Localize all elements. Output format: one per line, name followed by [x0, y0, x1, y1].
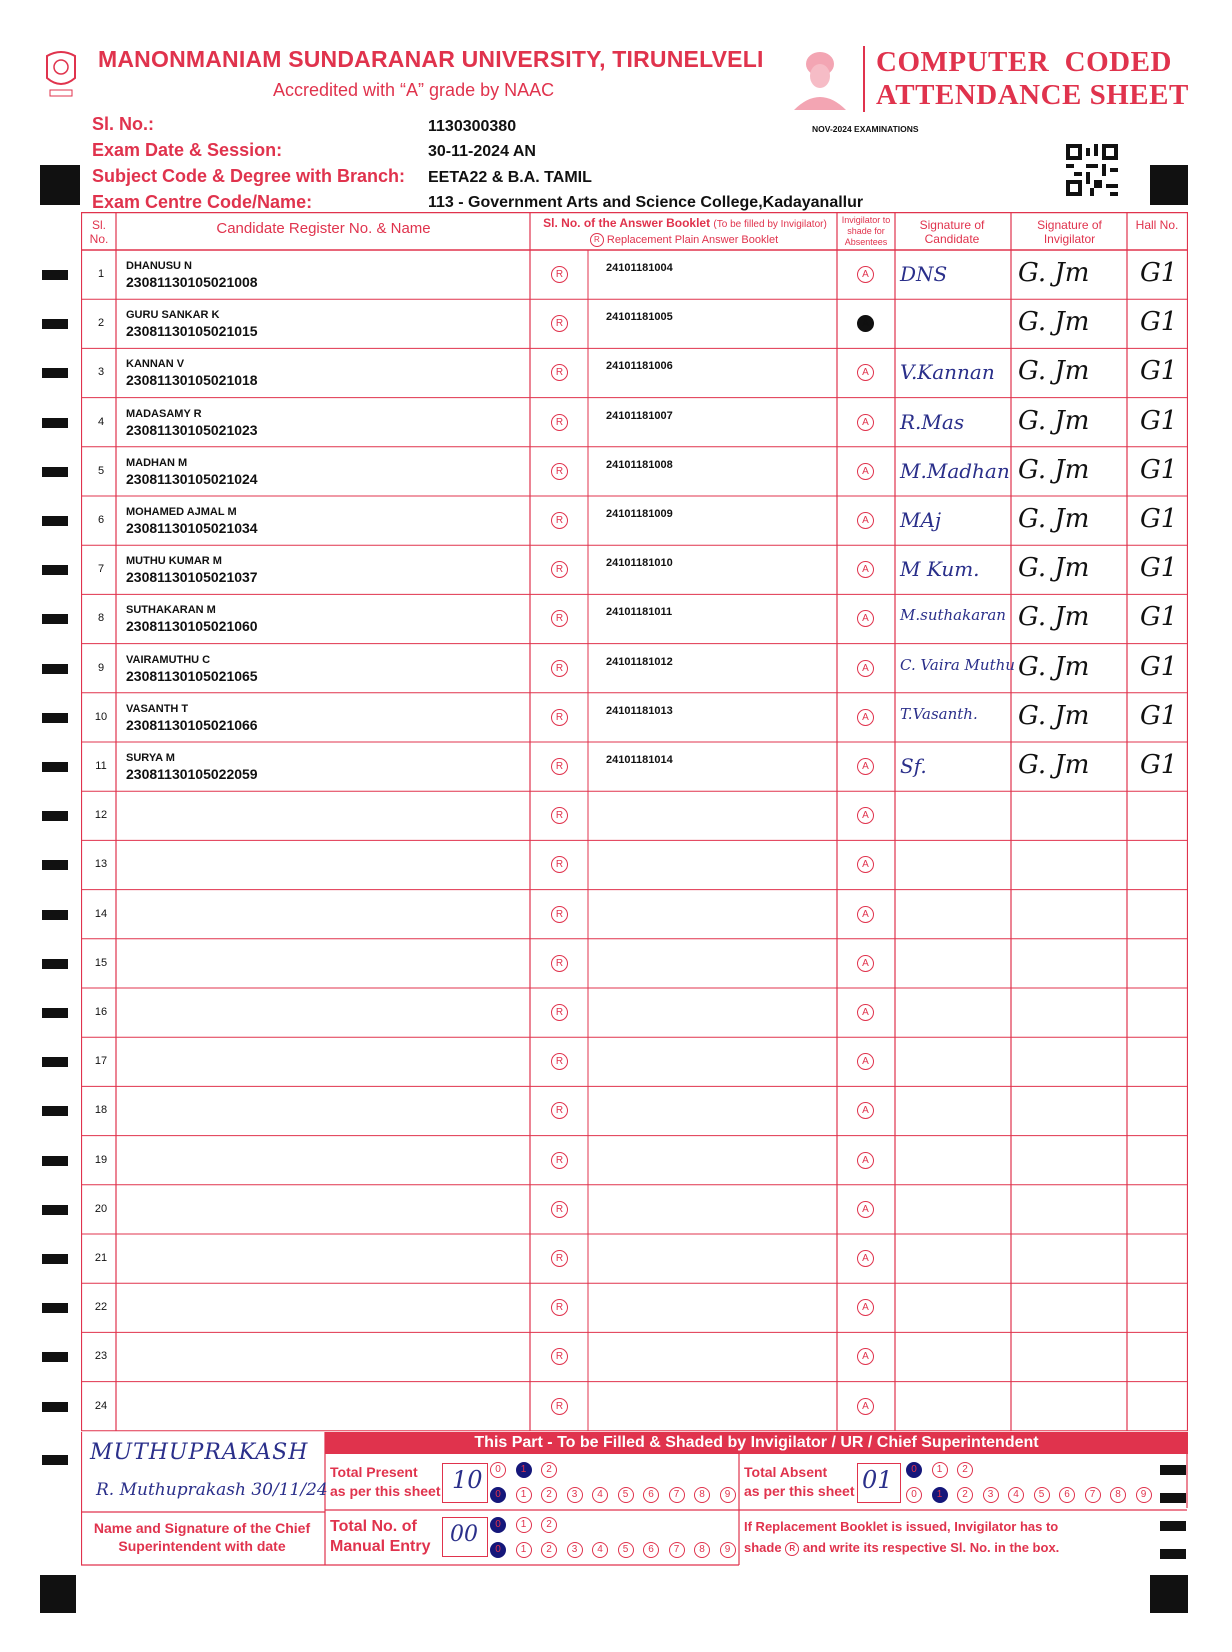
invigilator-signature: G. Jm: [1018, 258, 1090, 288]
answer-booklet-no: 24101181008: [606, 458, 673, 471]
replacement-bubble[interactable]: R: [551, 807, 568, 824]
candidate-register-no: 23081130105021060: [126, 618, 258, 635]
candidate-register-no: 23081130105021023: [126, 421, 258, 438]
candidate-signature: M Kum.: [900, 557, 980, 582]
hall-no: G1: [1140, 750, 1178, 780]
present-ones-bubble[interactable]: 4: [592, 1487, 608, 1503]
invigilator-signature: G. Jm: [1018, 700, 1090, 731]
manual-ones-bubble[interactable]: 5: [618, 1542, 634, 1558]
row-sl-no: 19: [94, 1153, 108, 1166]
timing-mark: [42, 762, 68, 772]
timing-mark: [42, 368, 68, 378]
replacement-bubble[interactable]: R: [551, 1053, 568, 1070]
sl-no-label: Sl. No.:: [92, 114, 154, 134]
hall-no: G1: [1140, 651, 1178, 682]
exam-date-value: 30-11-2024 AN: [428, 143, 536, 160]
total-absent-label1: Total Absent: [744, 1464, 828, 1480]
replacement-note-line2: [744, 1539, 1059, 1556]
replacement-note-line1: If Replacement Booklet is issued, Invigilator has to: [744, 1519, 1059, 1534]
replacement-bubble[interactable]: R: [551, 906, 568, 923]
absent-bubble[interactable]: A: [857, 512, 874, 529]
present-ones-bubble[interactable]: 6: [643, 1487, 659, 1503]
manual-ones-bubble[interactable]: 7: [669, 1542, 685, 1558]
subject-label: Subject Code & Degree with Branch:: [92, 166, 406, 186]
replacement-bubble[interactable]: R: [551, 1398, 568, 1415]
subject-value: EETA22 & B.A. TAMIL: [428, 169, 592, 186]
row-sl-no: 16: [94, 1006, 108, 1018]
row-sl-no: 10: [94, 710, 108, 723]
header-absent: Invigilator to shade for Absentees: [841, 215, 891, 247]
row-sl-no: 24: [94, 1399, 108, 1412]
candidate-name: MADASAMY R: [126, 407, 202, 420]
present-ones-bubble[interactable]: 3: [567, 1487, 583, 1503]
row-sl-no: 11: [95, 760, 107, 772]
chief-signature: R. Muthuprakash 30/11/24: [96, 1480, 328, 1500]
registration-mark: [1150, 1575, 1188, 1613]
total-present-label1: Total Present: [330, 1464, 418, 1480]
absent-bubble[interactable]: A: [857, 1348, 874, 1365]
candidate-register-no: 23081130105021065: [126, 667, 258, 684]
manual-ones-bubble[interactable]: 6: [643, 1542, 659, 1558]
header-sig-invigilator: Signature of Invigilator: [1037, 218, 1102, 246]
candidate-signature: DNS: [900, 262, 948, 286]
replacement-bubble[interactable]: R: [551, 758, 568, 775]
accreditation: Accredited with “A” grade by NAAC: [273, 80, 555, 100]
hall-no: G1: [1140, 504, 1178, 534]
answer-booklet-no: 24101181004: [606, 262, 673, 274]
invigilator-signature: G. Jm: [1018, 602, 1090, 633]
row-sl-no: 4: [97, 415, 105, 428]
absent-tens-bubble[interactable]: 2: [957, 1462, 973, 1478]
answer-booklet-no: 24101181014: [606, 754, 673, 766]
candidate-register-no: 23081130105021034: [126, 520, 258, 536]
answer-booklet-no: 24101181005: [606, 311, 673, 324]
absent-bubble[interactable]: A: [857, 1250, 874, 1267]
candidate-register-no: 23081130105021018: [126, 372, 258, 389]
hall-no: G1: [1140, 602, 1178, 633]
total-present-label2: as per this sheet: [330, 1483, 441, 1499]
manual-ones-bubble[interactable]: 2: [541, 1542, 557, 1558]
invigilator-signature: G. Jm: [1018, 307, 1090, 338]
hall-no: G1: [1140, 405, 1178, 436]
invigilator-signature: G. Jm: [1018, 553, 1090, 584]
row-sl-no: 23: [94, 1350, 108, 1363]
chief-name-handwritten: MUTHUPRAKASH: [90, 1440, 309, 1465]
sl-no-value: 1130300380: [428, 118, 517, 135]
absent-bubble[interactable]: A: [857, 463, 874, 480]
absent-ones-bubble[interactable]: 4: [1008, 1487, 1024, 1503]
absent-bubble[interactable]: A: [857, 364, 874, 381]
absent-bubble[interactable]: A: [857, 807, 874, 824]
absent-bubble[interactable]: A: [857, 561, 874, 578]
candidate-signature: V.Kannan: [900, 360, 995, 385]
candidate-name: GURU SANKAR K: [126, 309, 220, 322]
timing-mark: [1160, 1465, 1186, 1475]
candidate-name: MUTHU KUMAR M: [126, 555, 222, 568]
candidate-register-no: 23081130105021024: [126, 470, 258, 487]
candidate-signature: Sf.: [900, 754, 927, 778]
absent-ones-bubble[interactable]: 0: [906, 1487, 922, 1503]
absent-bubble[interactable]: A: [857, 610, 874, 627]
absent-tens-bubble[interactable]: 1: [932, 1462, 948, 1478]
footer-band-title: This Part - To be Filled & Shaded by Invigilator / UR / Chief Superintendent: [325, 1432, 1188, 1454]
timing-mark: [1160, 1549, 1186, 1559]
header-sig-candidate: Signature of Candidate: [919, 218, 985, 246]
qr-code: [1066, 144, 1118, 196]
hall-no: G1: [1140, 307, 1178, 338]
timing-mark: [42, 1008, 68, 1018]
registration-mark: [40, 1575, 76, 1613]
candidate-name: VAIRAMUTHU C: [126, 653, 211, 666]
timing-mark: [42, 664, 68, 674]
exam-tag: NOV-2024 EXAMINATIONS: [812, 124, 919, 134]
absent-bubble[interactable]: A: [857, 414, 874, 431]
absent-ones-bubble[interactable]: 1: [932, 1487, 948, 1503]
absent-bubble[interactable]: A: [857, 955, 874, 972]
invigilator-signature: G. Jm: [1018, 405, 1090, 436]
chief-label: Name and Signature of the Chief Superintendent with date: [93, 1520, 311, 1554]
replacement-bubble[interactable]: R: [551, 610, 568, 627]
manual-tens-bubble[interactable]: 2: [541, 1517, 557, 1533]
header-hall: Hall No.: [1135, 218, 1179, 232]
candidate-signature: M.suthakaran: [900, 606, 1006, 625]
header-booklet-title: Sl. No. of the Answer Booklet: [543, 216, 711, 230]
present-ones-bubble[interactable]: 2: [541, 1487, 557, 1503]
timing-mark: [42, 1156, 68, 1166]
centre-label: Exam Centre Code/Name:: [92, 192, 313, 212]
manual-tens-bubble[interactable]: 1: [516, 1517, 532, 1533]
candidate-register-no: 23081130105021008: [126, 274, 258, 290]
absent-bubble[interactable]: A: [857, 758, 874, 775]
manual-tens-bubble[interactable]: 0: [490, 1517, 506, 1533]
manual-entry-label1: Total No. of: [330, 1518, 417, 1535]
row-sl-no: 9: [97, 661, 105, 674]
header-replacement-label: Replacement Plain Answer Booklet: [606, 234, 779, 246]
absent-ones-bubble[interactable]: 8: [1110, 1487, 1126, 1503]
candidate-register-no: 23081130105022059: [126, 766, 258, 782]
sheet-title: [876, 46, 1189, 112]
row-sl-no: 1: [97, 268, 105, 280]
university-name: MANONMANIAM SUNDARANAR UNIVERSITY, TIRUNELVELI: [98, 46, 764, 72]
row-sl-no: 21: [94, 1252, 108, 1264]
hall-no: G1: [1140, 700, 1178, 731]
absent-ones-bubble[interactable]: 6: [1059, 1487, 1075, 1503]
manual-entry-label2: Manual Entry: [330, 1538, 431, 1555]
row-sl-no: 20: [94, 1202, 108, 1215]
timing-mark: [42, 959, 68, 969]
timing-mark: [42, 1205, 68, 1215]
replacement-bubble[interactable]: R: [551, 561, 568, 578]
replacement-note-shade: shade: [744, 1540, 782, 1555]
replacement-bubble[interactable]: R: [551, 856, 568, 873]
sheet-title-line2: ATTENDANCE SHEET: [876, 79, 1189, 111]
answer-booklet-no: 24101181011: [606, 606, 673, 619]
candidate-name: VASANTH T: [126, 702, 189, 715]
founder-portrait: [790, 44, 850, 110]
answer-booklet-no: 24101181013: [606, 704, 673, 717]
row-sl-no: 17: [94, 1055, 108, 1068]
timing-mark: [42, 1402, 68, 1412]
replacement-bubble[interactable]: R: [551, 1201, 568, 1218]
absent-bubble[interactable]: A: [857, 856, 874, 873]
replacement-bubble[interactable]: R: [551, 660, 568, 677]
candidate-register-no: 23081130105021015: [126, 323, 258, 340]
replacement-r-icon: R: [590, 233, 604, 247]
candidate-signature: M.Madhan: [900, 458, 1010, 483]
absent-bubble[interactable]: A: [857, 315, 874, 332]
absent-bubble[interactable]: A: [857, 1102, 874, 1119]
header-sl-no: Sl. No.: [89, 218, 109, 246]
timing-mark: [42, 1303, 68, 1313]
header-replacement: [534, 233, 834, 247]
university-logo: [44, 48, 78, 98]
candidate-name: SURYA M: [126, 752, 175, 764]
registration-mark: [40, 165, 80, 205]
centre-value: 113 - Government Arts and Science College,Kadayanallur: [428, 194, 864, 211]
timing-mark: [42, 910, 68, 920]
candidate-name: MOHAMED AJMAL M: [126, 506, 237, 518]
sheet-title-line1: COMPUTER CODED: [876, 46, 1172, 78]
answer-booklet-no: 24101181006: [606, 360, 673, 373]
attendance-table-grid: [81, 212, 1188, 1432]
present-ones-bubble[interactable]: 5: [618, 1487, 634, 1503]
row-sl-no: 3: [97, 366, 105, 379]
absent-bubble[interactable]: A: [857, 1152, 874, 1169]
replacement-bubble[interactable]: R: [551, 1250, 568, 1267]
absent-ones-bubble[interactable]: 2: [957, 1487, 973, 1503]
replacement-bubble[interactable]: R: [551, 266, 568, 283]
row-sl-no: 12: [94, 809, 108, 822]
row-sl-no: 22: [94, 1301, 108, 1314]
hall-no: G1: [1140, 258, 1178, 288]
replacement-bubble[interactable]: R: [551, 315, 568, 332]
absent-bubble[interactable]: A: [857, 1201, 874, 1218]
hall-no: G1: [1140, 356, 1178, 387]
timing-mark: [1160, 1493, 1186, 1503]
answer-booklet-no: 24101181009: [606, 508, 673, 520]
invigilator-signature: G. Jm: [1018, 504, 1090, 534]
total-present-value: 10: [452, 1466, 483, 1494]
invigilator-signature: G. Jm: [1018, 750, 1090, 780]
replacement-bubble[interactable]: R: [551, 1152, 568, 1169]
absent-bubble[interactable]: A: [857, 709, 874, 726]
present-tens-bubble[interactable]: 1: [516, 1462, 532, 1478]
absent-ones-bubble[interactable]: 5: [1034, 1487, 1050, 1503]
replacement-bubble[interactable]: R: [551, 1348, 568, 1365]
row-sl-no: 6: [97, 514, 105, 526]
replacement-bubble[interactable]: R: [551, 955, 568, 972]
absent-bubble[interactable]: A: [857, 1398, 874, 1415]
present-ones-bubble[interactable]: 0: [490, 1487, 506, 1503]
replacement-bubble[interactable]: R: [551, 1102, 568, 1119]
manual-ones-bubble[interactable]: 3: [567, 1542, 583, 1558]
manual-ones-bubble[interactable]: 0: [490, 1542, 506, 1558]
row-sl-no: 13: [94, 858, 108, 871]
present-ones-bubble[interactable]: 8: [694, 1487, 710, 1503]
candidate-name: SUTHAKARAN M: [126, 604, 216, 617]
timing-mark: [1160, 1521, 1186, 1531]
invigilator-signature: G. Jm: [1018, 454, 1090, 485]
timing-mark: [42, 319, 68, 329]
manual-entry-value: 00: [450, 1522, 478, 1547]
absent-bubble[interactable]: A: [857, 266, 874, 283]
absent-ones-bubble[interactable]: 9: [1136, 1487, 1152, 1503]
manual-ones-bubble[interactable]: 9: [720, 1542, 736, 1558]
replacement-bubble[interactable]: R: [551, 364, 568, 381]
exam-date-label: Exam Date & Session:: [92, 140, 283, 160]
invigilator-signature: G. Jm: [1018, 356, 1090, 387]
replacement-bubble[interactable]: R: [551, 1004, 568, 1021]
row-sl-no: 2: [97, 317, 105, 330]
replacement-bubble[interactable]: R: [551, 414, 568, 431]
timing-mark: [42, 1106, 68, 1116]
replacement-bubble[interactable]: R: [551, 512, 568, 529]
timing-mark: [42, 270, 68, 280]
row-sl-no: 5: [97, 464, 105, 477]
present-ones-bubble[interactable]: 1: [516, 1487, 532, 1503]
answer-booklet-no: 24101181012: [606, 655, 673, 668]
absent-ones-bubble[interactable]: 3: [983, 1487, 999, 1503]
absent-bubble[interactable]: A: [857, 1004, 874, 1021]
title-divider: [863, 46, 865, 112]
absent-bubble[interactable]: A: [857, 660, 874, 677]
candidate-name: MADHAN M: [126, 456, 188, 469]
row-sl-no: 15: [94, 956, 108, 969]
timing-mark: [42, 811, 68, 821]
timing-mark: [42, 614, 68, 624]
candidate-name: KANNAN V: [126, 358, 185, 371]
absent-bubble[interactable]: A: [857, 906, 874, 923]
row-sl-no: 8: [97, 612, 105, 625]
candidate-signature: MAj: [900, 508, 942, 532]
timing-mark: [42, 1254, 68, 1264]
candidate-register-no: 23081130105021037: [126, 569, 258, 586]
header-candidate: Candidate Register No. & Name: [216, 220, 431, 237]
absent-bubble[interactable]: A: [857, 1053, 874, 1070]
row-sl-no: 7: [97, 563, 105, 576]
timing-mark: [42, 1352, 68, 1362]
candidate-name: DHANUSU N: [126, 260, 192, 272]
total-absent-value: 01: [862, 1466, 893, 1494]
present-tens-bubble[interactable]: 0: [490, 1462, 506, 1478]
absent-bubble[interactable]: A: [857, 1299, 874, 1316]
present-ones-bubble[interactable]: 9: [720, 1487, 736, 1503]
candidate-signature: C. Vaira Muthu: [900, 655, 1015, 674]
candidate-register-no: 23081130105021066: [126, 716, 258, 733]
registration-mark: [1150, 165, 1188, 205]
replacement-bubble[interactable]: R: [551, 463, 568, 480]
replacement-bubble[interactable]: R: [551, 709, 568, 726]
replacement-bubble[interactable]: R: [551, 1299, 568, 1316]
absent-tens-bubble[interactable]: 0: [906, 1462, 922, 1478]
replacement-note-rest: and write its respective Sl. No. in the box.: [802, 1540, 1060, 1555]
timing-mark: [42, 467, 68, 477]
header-booklet-note: (To be filled by Invigilator): [713, 219, 827, 230]
present-tens-bubble[interactable]: 2: [541, 1462, 557, 1478]
answer-booklet-no: 24101181007: [606, 409, 673, 422]
timing-mark: [42, 516, 68, 526]
timing-mark: [42, 418, 68, 428]
manual-ones-bubble[interactable]: 8: [694, 1542, 710, 1558]
timing-mark: [42, 1455, 68, 1465]
row-sl-no: 14: [94, 907, 108, 920]
hall-no: G1: [1140, 454, 1178, 485]
total-absent-label2: as per this sheet: [744, 1483, 855, 1499]
manual-ones-bubble[interactable]: 1: [516, 1542, 532, 1558]
header-booklet: [532, 216, 838, 232]
timing-mark: [42, 860, 68, 870]
answer-booklet-no: 24101181010: [606, 557, 673, 570]
hall-no: G1: [1140, 553, 1178, 584]
invigilator-signature: G. Jm: [1018, 651, 1090, 682]
timing-mark: [42, 565, 68, 575]
candidate-signature: T.Vasanth.: [900, 704, 978, 723]
present-ones-bubble[interactable]: 7: [669, 1487, 685, 1503]
timing-mark: [42, 713, 68, 723]
manual-ones-bubble[interactable]: 4: [592, 1542, 608, 1558]
row-sl-no: 18: [94, 1104, 108, 1117]
timing-mark: [42, 1057, 68, 1067]
candidate-signature: R.Mas: [900, 409, 965, 434]
absent-ones-bubble[interactable]: 7: [1085, 1487, 1101, 1503]
replacement-r-icon: R: [785, 1542, 799, 1556]
